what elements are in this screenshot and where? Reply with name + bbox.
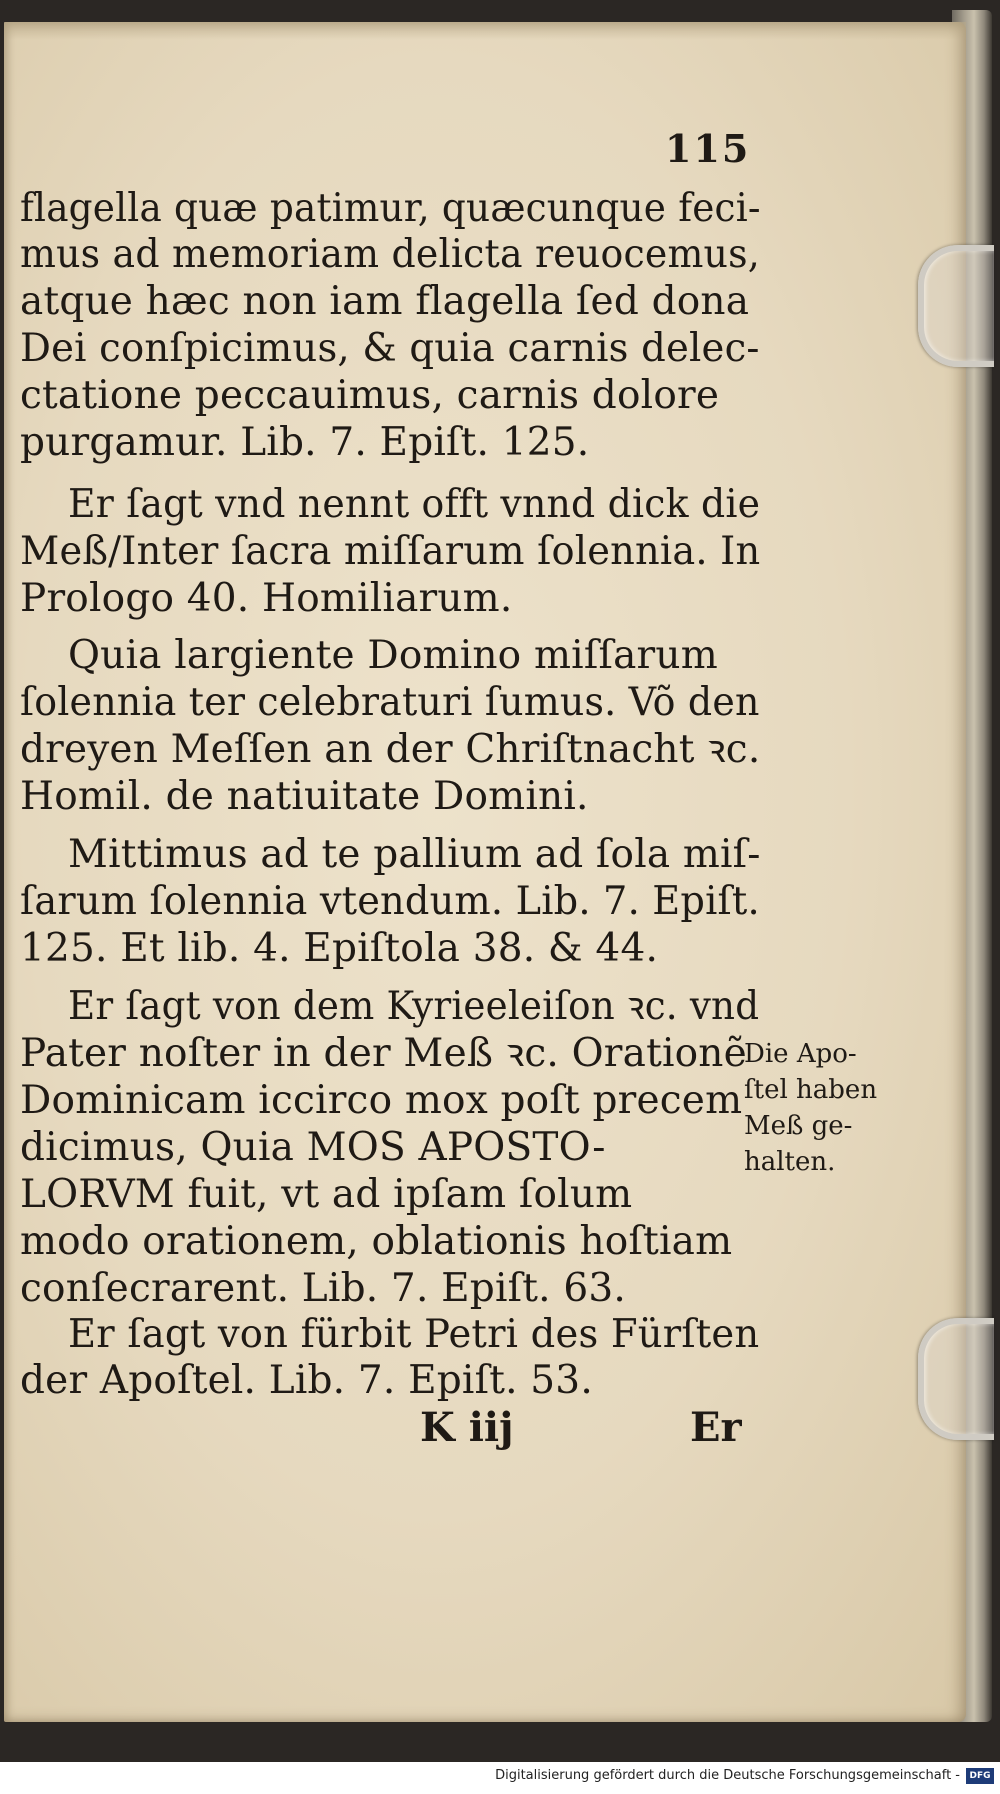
text-line: ſolennia ter celebraturi ſumus. Võ den [20, 680, 760, 725]
text-line: modo orationem, oblationis hoſtiam [20, 1219, 733, 1264]
text-line: Prologo 40. Homiliarum. [20, 576, 513, 621]
marginal-note-line: Meß ge- [744, 1111, 853, 1141]
digitization-credit: Digitalisierung gefördert durch die Deutsche Forschungsgemeinschaft - [495, 1768, 960, 1783]
page-clip-bottom [918, 1318, 994, 1440]
text-line: LORVM fuit, vt ad ipſam ſolum [20, 1172, 633, 1217]
text-line: flagella quæ patimur, quæcunque feci- [20, 186, 761, 231]
text-line: Er ſagt vnd nennt offt vnnd dick die [68, 482, 761, 527]
text-line: Dominicam iccirco mox poſt precem [20, 1078, 743, 1123]
text-line: purgamur. Lib. 7. Epiſt. 125. [20, 420, 590, 465]
page-clip-top [918, 245, 994, 367]
text-line: Er ſagt von dem Kyrieeleiſon ꝛc. vnd [68, 984, 760, 1029]
text-line: ſarum ſolennia vtendum. Lib. 7. Epiſt. [20, 879, 760, 924]
text-line: Pater noſter in der Meß ꝛc. Orationẽ [20, 1031, 747, 1076]
text-line: Dei conſpicimus, & quia carnis delec- [20, 326, 760, 371]
text-line: atque hæc non iam flagella ſed dona [20, 279, 750, 324]
text-line: Mittimus ad te pallium ad ſola miſ- [68, 832, 761, 877]
marginal-note-line: ſtel haben [744, 1075, 878, 1105]
text-line: 125. Et lib. 4. Epiſtola 38. & 44. [20, 926, 659, 971]
text-line: mus ad memoriam delicta reuocemus, [20, 232, 761, 277]
catchword: Er [690, 1404, 742, 1451]
text-line: ctatione peccauimus, carnis dolore [20, 373, 720, 418]
text-line: Quia largiente Domino miſſarum [68, 633, 718, 678]
text-line: Homil. de natiuitate Domini. [20, 774, 589, 819]
text-line: Meß/Inter ſacra miſſarum ſolennia. In [20, 529, 761, 574]
marginal-note-line: Die Apo- [744, 1039, 857, 1069]
page-number: 115 [665, 126, 751, 171]
text-line: dreyen Meſſen an der Chriſtnacht ꝛc. [20, 727, 761, 772]
dfg-logo: DFG [966, 1768, 994, 1784]
text-line: conſecrarent. Lib. 7. Epiſt. 63. [20, 1266, 626, 1311]
signature-mark: K iij [420, 1404, 514, 1451]
page-top-shadow [4, 22, 966, 40]
text-line: Er ſagt von fürbit Petri des Fürſten [68, 1312, 760, 1357]
text-line: dicimus, Quia MOS APOSTO- [20, 1125, 606, 1170]
marginal-note-line: halten. [744, 1147, 836, 1177]
text-line: der Apoſtel. Lib. 7. Epiſt. 53. [20, 1358, 593, 1403]
